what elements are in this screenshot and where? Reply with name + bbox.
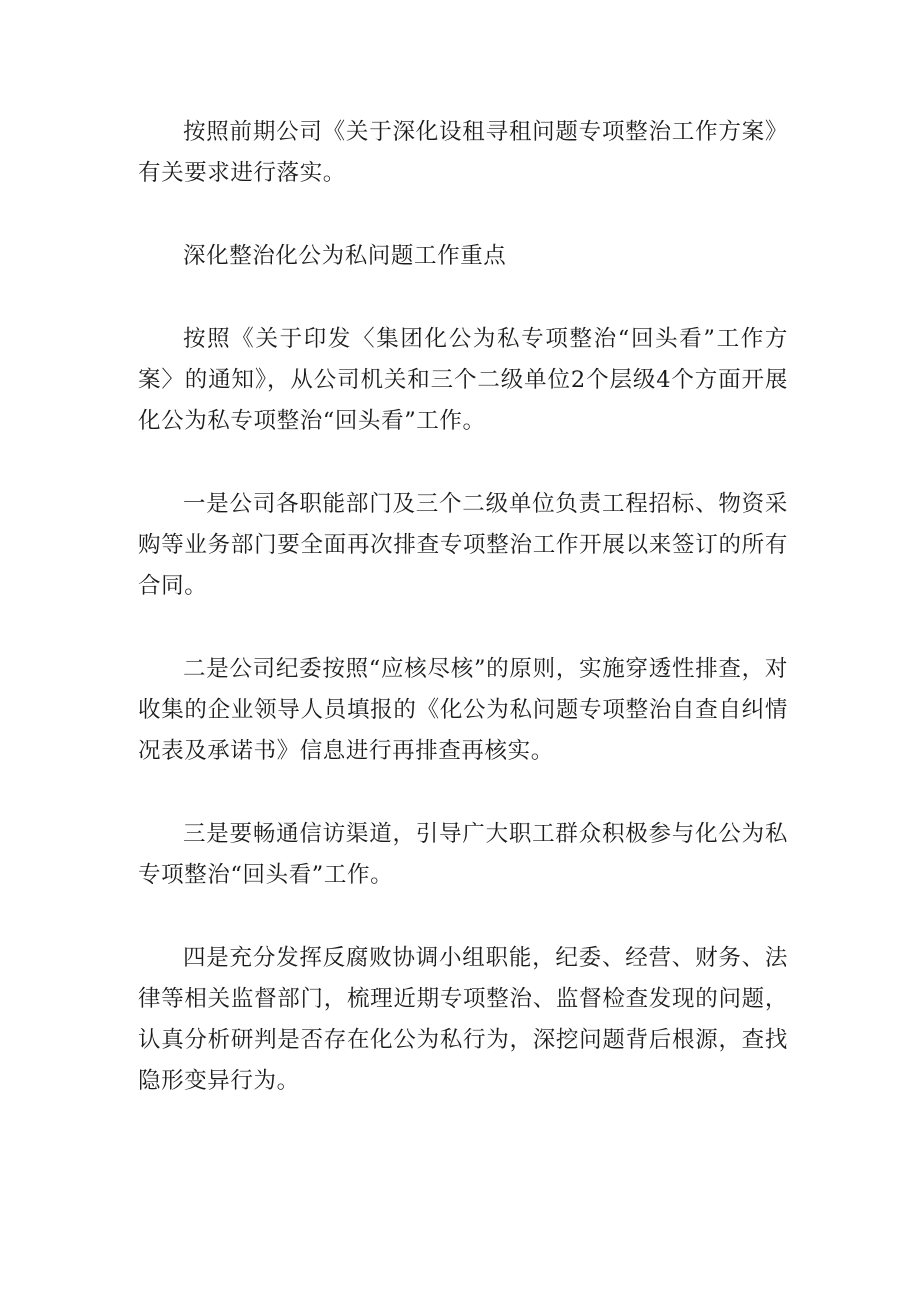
paragraph-notice: 按照《关于印发〈集团化公为私专项整治“回头看”工作方案〉的通知》，从公司机关和三个二级单位2个层级4个方面开展化公为私专项整治“回头看”工作。 [138,326,788,434]
paragraph-item-two: 二是公司纪委按照“应核尽核”的原则，实施穿透性排查，对收集的企业领导人员填报的《化公为私问题专项整治自查自纠情况表及承诺书》信息进行再排查再核实。 [138,656,788,764]
section-heading: 深化整治化公为私问题工作重点 [183,243,507,269]
document-body [138,112,788,1102]
paragraph-implementation: 按照前期公司《关于深化设租寻租问题专项整治工作方案》有关要求进行落实。 [138,119,788,186]
paragraph-item-four: 四是充分发挥反腐败协调小组职能，纪委、经营、财务、法律等相关监督部门，梳理近期专项整治、监督检查发现的问题，认真分析研判是否存在化公为私行为，深挖问题背后根源，查找隐形变异行为。 [138,945,788,1094]
paragraph-item-one: 一是公司各职能部门及三个二级单位负责工程招标、物资采购等业务部门要全面再次排查专项整治工作开展以来签订的所有合同。 [138,491,788,599]
paragraph-item-three: 三是要畅通信访渠道，引导广大职工群众积极参与化公为私专项整治“回头看”工作。 [138,821,788,888]
